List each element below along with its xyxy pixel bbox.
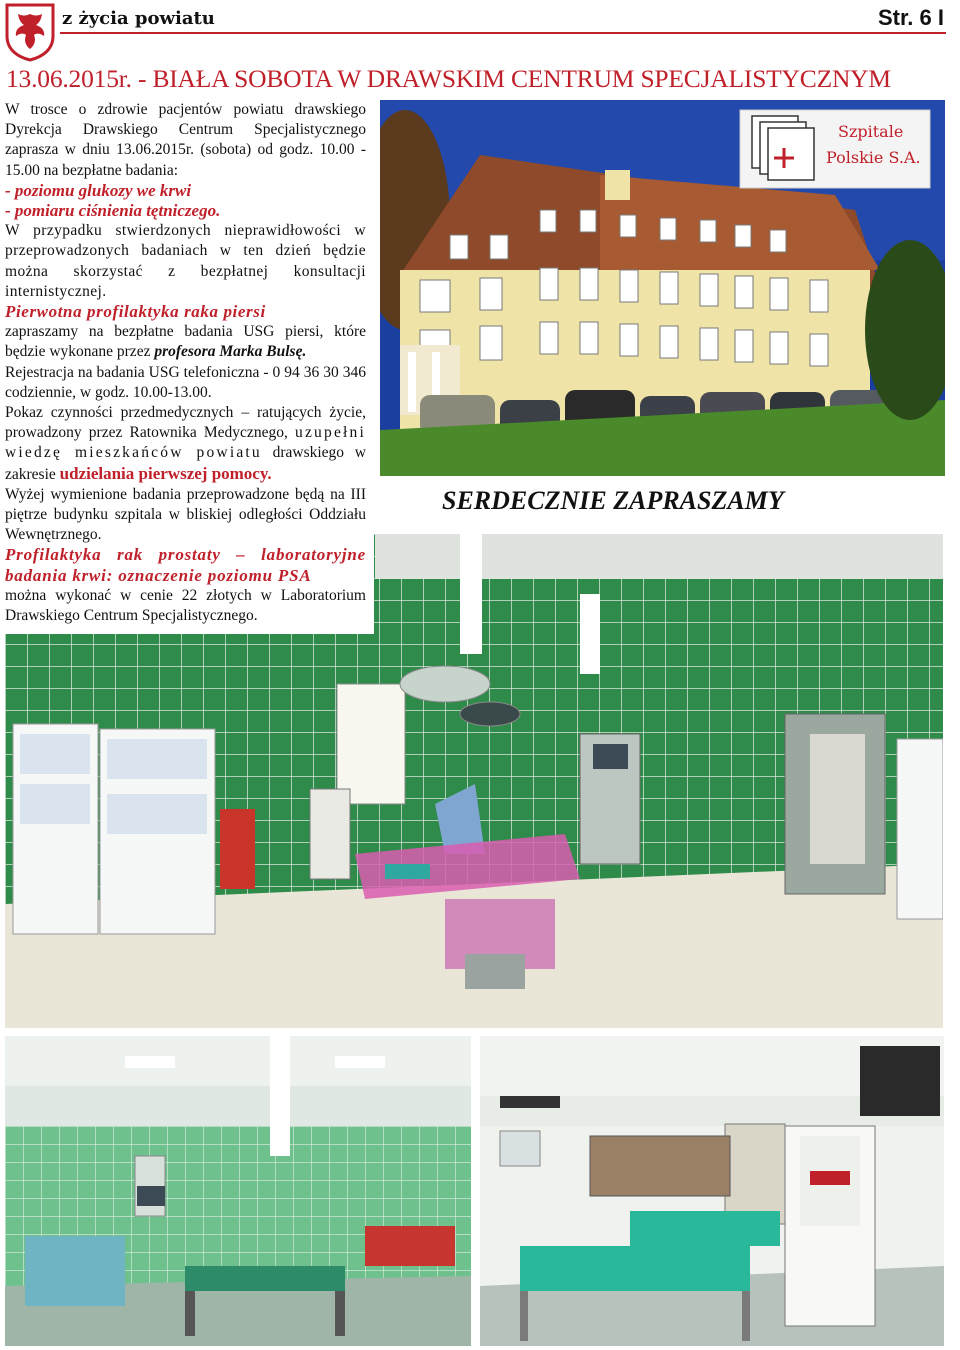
test-item-blood-pressure: - pomiaru ciśnienia tętniczego. [5,201,221,221]
page-header [0,0,960,62]
article-professor: profesora Marka Bulsę. [154,343,307,361]
recovery-room-photo-left [5,1036,471,1346]
article-first-aid-d: udzielania pierwszej pomocy. [59,463,272,483]
subheading-prostate: Profilaktyka rak prostaty – laboratoryjne badania krwi: oznaczenie poziomu PSA [5,545,366,585]
logo-line-2: Polskie S.A. [826,148,921,167]
article-intro: W trosce o zdrowie pacjentów powiatu drawskiego Dyrekcja Drawskiego Centrum Specjalistycznego zaprasza w dniu 13.06.2015r. (sobota) od godz. 10.00 - 15.00 na bezpłatne badania: [5,101,366,179]
logo-line-1: Szpitale [838,122,904,141]
article-psa: można wykonać w cenie 22 złotych w Laboratorium Drawskiego Centrum Specjalistycznego. [5,586,366,625]
article-first-aid-b: uzupełni wiedzę mieszkańców powiatu [5,424,367,462]
article-first-aid-a: Pokaz czynności przedmedycznych – ratujących życie, prowadzony przez Ratownika Medycznego, [5,404,366,442]
header-divider [60,32,946,34]
subheading-breast: Pierwotna profilaktyka raka piersi [5,302,266,322]
article-consultation: W przypadku stwierdzonych nieprawidłowości w przeprowadzonych badaniach w ten dzień będzie można skorzystać z bezpłatnej konsultacji internistycznej. [5,222,366,300]
article-first-aid [5,403,366,485]
page-number: Str. 6 I [877,5,944,30]
section-label: z życia powiatu [62,8,215,29]
article-usg-text: zapraszamy na bezpłatne badania USG piersi, które będzie wykonane przez [5,323,366,361]
recovery-room-photo-right [480,1036,944,1346]
article-location: Wyżej wymienione badania przeprowadzone będą na III piętrze budynku szpitala w bliskiej odległości Oddziału Wewnętrznego. [5,485,366,544]
article-usg [5,322,366,362]
article-body [5,100,374,634]
hospital-building-photo [380,100,945,476]
article-first-aid-c: drawskiego w zakresie [5,444,366,483]
invitation-text: SERDECZNIE ZAPRASZAMY [442,486,784,515]
coat-of-arms-icon [4,2,56,62]
page-headline: 13.06.2015r. - BIAŁA SOBOTA W DRAWSKIM CENTRUM SPECJALISTYCZNYM [6,64,891,93]
test-item-glucose: - poziomu glukozy we krwi [5,180,192,200]
article-registration: Rejestracja na badania USG telefoniczna - 0 94 36 30 346 codziennie, w godz. 10.00-13.00. [5,363,366,401]
